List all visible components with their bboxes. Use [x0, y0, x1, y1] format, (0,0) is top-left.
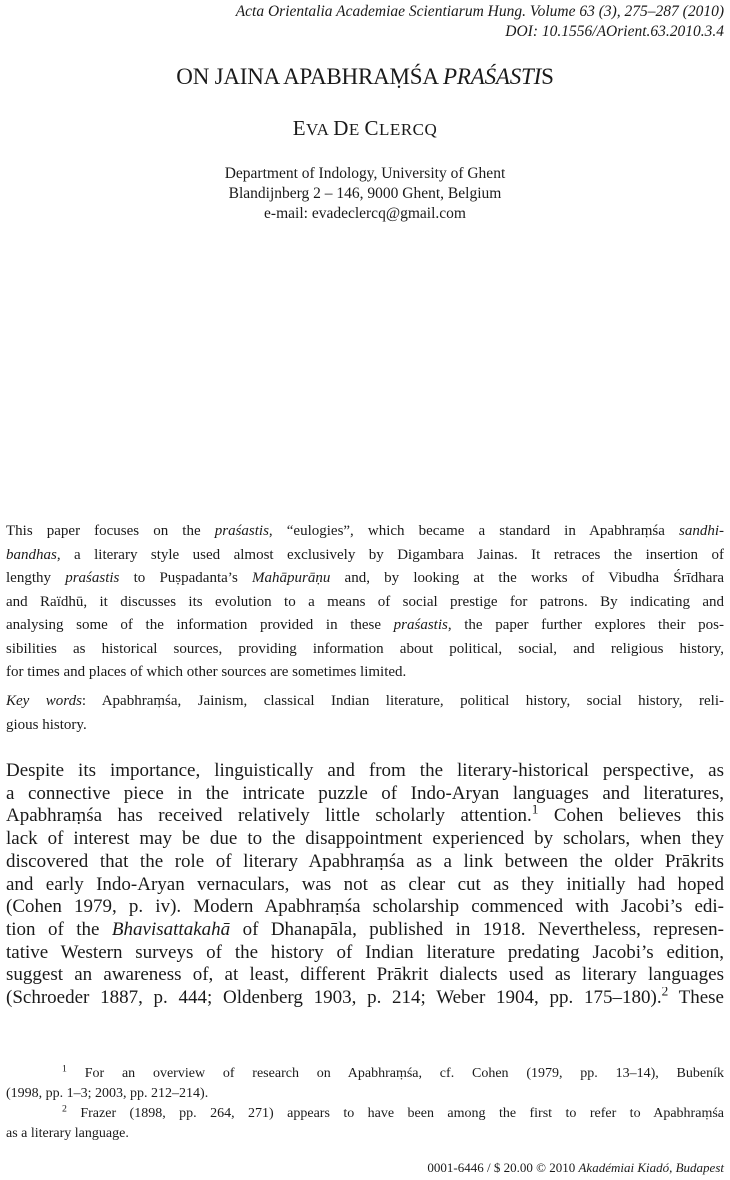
text-run: These: [668, 987, 724, 1009]
abstract-line: sibilities as historical sources, providing information about political, social, and religious history,: [6, 640, 724, 657]
text-italic: bandhas: [6, 546, 57, 563]
body-line: (Cohen 1979, p. iv). Modern Apabhraṃśa scholarship commenced with Jacobi’s edi-: [6, 896, 724, 918]
body-line: [6, 987, 724, 1010]
affiliation-email: e-mail: evadeclercq@gmail.com: [264, 205, 466, 222]
text-run: lengthy: [6, 570, 66, 586]
paper-title: [0, 64, 730, 90]
keywords-line: gious history.: [6, 716, 87, 733]
title-italic: PRAŚASTI: [443, 64, 542, 89]
body-line: and early Indo-Aryan vernaculars, was not as clear cut as they initially had hoped: [6, 873, 724, 895]
text-italic: praśastis: [65, 570, 120, 586]
publisher-name: Akadémiai Kiadó, Budapest: [578, 1160, 724, 1175]
author-last-rest: LERCQ: [379, 120, 438, 139]
text-run: analysing some of the information provided in these: [6, 617, 394, 633]
footnote-1-line: [6, 1064, 724, 1084]
footnote-ref-1[interactable]: 1: [531, 805, 539, 818]
abstract-line: [6, 567, 724, 591]
footnotes: [6, 1064, 724, 1144]
body-paragraph: [6, 760, 724, 1010]
author-initial-c: C: [364, 116, 380, 140]
footnote-ref-2[interactable]: 2: [661, 987, 669, 999]
body-line: [6, 805, 724, 828]
text-run: (Schroeder 1887, p. 444; Oldenberg 1903, p. 214; Weber 1904, pp. 175–180).: [6, 987, 662, 1009]
body-line: lack of interest may be due to the disappointment experienced by scholars, when they: [6, 828, 724, 850]
footnote-1-line: (1998, pp. 1–3; 2003, pp. 212–214).: [6, 1086, 209, 1101]
body-line: a connective piece in the intricate puzzle of Indo-Aryan languages and literatures,: [6, 782, 724, 804]
text-run: tion of the: [6, 918, 112, 940]
body-line: suggest an awareness of, at least, different Prākrit dialects used as literary languages: [6, 964, 724, 986]
body-line: tative Western surveys of the history of Indian literature predating Jacobi’s edition,: [6, 941, 724, 963]
author-initial-e: E: [292, 116, 307, 140]
text-italic: Mahāpurāṇu: [252, 570, 331, 586]
footnote-2-line: [6, 1104, 724, 1124]
title-main: ON JAINA APABHRAṂŚA: [176, 64, 444, 89]
text-run: For an overview of research on Apabhraṃśa, cf. Cohen (1979, pp. 13–14), Bubeník: [66, 1066, 724, 1081]
footnote-2-line: as a literary language.: [6, 1126, 129, 1141]
author-name: [0, 116, 730, 141]
footnote-number: 2: [62, 1104, 67, 1115]
text-run: Cohen believes this: [538, 805, 724, 827]
text-run: to Puṣpadanta’s: [119, 570, 252, 586]
text-italic: praśastis: [393, 617, 448, 633]
text-run: Apabhraṃśa has received relatively little scholarly attention.: [6, 805, 532, 827]
title-suffix: S: [541, 64, 554, 89]
journal-citation: Acta Orientalia Academiae Scientiarum Hung. Volume 63 (3), 275–287 (2010): [235, 3, 724, 20]
author-first-rest: VA: [306, 120, 334, 139]
text-italic: praśastis: [214, 523, 269, 539]
text-run: , a literary style used almost exclusively by Digambara Jainas. It retraces the insertion of: [56, 546, 724, 563]
affiliation: [0, 164, 730, 224]
keywords-line: [6, 690, 724, 714]
abstract-line: [6, 520, 724, 544]
text-run: : Apabhraṃśa, Jainism, classical Indian literature, political history, social history, reli-: [81, 693, 724, 709]
footnote-number: 1: [62, 1064, 67, 1075]
doi: DOI: 10.1556/AOrient.63.2010.3.4: [505, 23, 724, 40]
text-run: , the paper further explores their pos-: [447, 617, 724, 633]
text-italic: sandhi-: [679, 523, 724, 539]
keywords: [6, 690, 724, 737]
text-run: , “eulogies”, which became a standard in Apabhraṃśa: [268, 523, 679, 539]
affiliation-address: Blandijnberg 2 – 146, 9000 Ghent, Belgium: [228, 185, 502, 202]
abstract-line: and Raïdhū, it discusses its evolution to a means of social prestige for patrons. By indicating and: [6, 593, 724, 610]
text-run: of Dhanapāla, published in 1918. Nevertheless, represen-: [230, 918, 724, 940]
text-italic: Bhavisattakahā: [111, 918, 231, 940]
keywords-label: Key words: [6, 693, 82, 709]
author-initial-d: D: [333, 116, 349, 140]
body-line: discovered that the role of literary Apabhraṃśa as a link between the older Prākrits: [6, 850, 724, 872]
price-text: 0001-6446 / $ 20.00 © 2010: [427, 1160, 579, 1175]
issn-price-line: [427, 1160, 724, 1176]
text-run: This paper focuses on the: [6, 523, 215, 539]
affiliation-department: Department of Indology, University of Ghent: [224, 165, 506, 182]
abstract-line: for times and places of which other sources are sometimes limited.: [6, 664, 407, 680]
text-run: and, by looking at the works of Vibudha Śrīdhara: [330, 570, 724, 586]
text-run: Frazer (1898, pp. 264, 271) appears to have been among the first to refer to Apabhraṃśa: [66, 1106, 724, 1121]
abstract-line: [6, 614, 724, 638]
abstract-line: [6, 544, 724, 568]
body-line: Despite its importance, linguistically and from the literary-historical perspective, as: [6, 760, 724, 781]
body-line: [6, 919, 724, 942]
author-de-rest: E: [348, 120, 365, 139]
abstract: [6, 520, 724, 685]
